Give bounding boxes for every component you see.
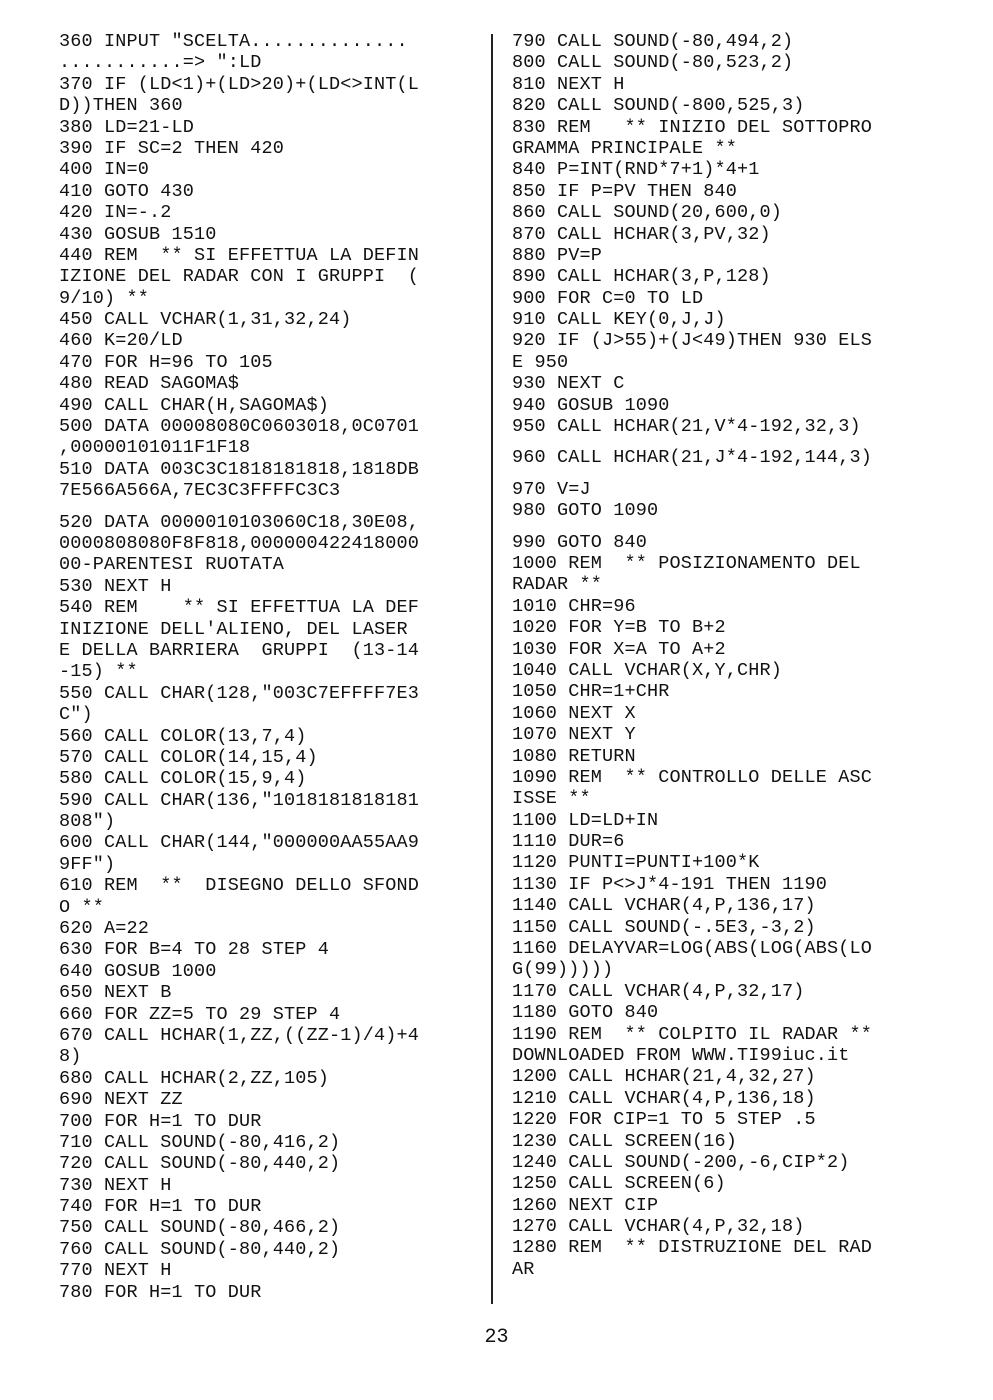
code-line: 580 CALL COLOR(15,9,4) (59, 768, 307, 790)
code-line: 690 NEXT ZZ (59, 1089, 183, 1111)
code-line: 790 CALL SOUND(-80,494,2) (512, 31, 794, 52)
code-line: 590 CALL CHAR(136,"1018181818181 (59, 789, 420, 811)
code-line: 650 NEXT B (59, 982, 172, 1004)
blank-line (512, 437, 942, 447)
code-line: 660 FOR ZZ=5 TO 29 STEP 4 (59, 1003, 341, 1025)
code-line: 910 CALL KEY(0,J,J) (512, 309, 726, 331)
code-line: 1070 NEXT Y (512, 724, 636, 746)
code-line: 730 NEXT H (59, 1174, 172, 1196)
code-line: 1040 CALL VCHAR(X,Y,CHR) (512, 659, 783, 681)
code-line: GRAMMA PRINCIPALE ** (512, 137, 738, 159)
code-line: 1000 REM ** POSIZIONAMENTO DEL (512, 552, 861, 574)
code-line: O ** (59, 896, 105, 918)
code-line: 890 CALL HCHAR(3,P,128) (512, 266, 771, 288)
code-line: 640 GOSUB 1000 (59, 960, 217, 982)
code-line: 8) (59, 1046, 82, 1068)
left-code-column (59, 31, 479, 1303)
code-line: 830 REM ** INIZIO DEL SOTTOPRO (512, 116, 873, 138)
code-line: 1220 FOR CIP=1 TO 5 STEP .5 (512, 1109, 816, 1131)
code-line: 1160 DELAYVAR=LOG(ABS(LOG(ABS(LO (512, 938, 873, 960)
code-line: E DELLA BARRIERA GRUPPI (13-14 (59, 639, 420, 661)
code-line: 1120 PUNTI=PUNTI+100*K (512, 852, 760, 874)
code-line: 520 DATA 0000010103060C18,30E08, (59, 511, 420, 533)
code-line: 400 IN=0 (59, 159, 150, 181)
code-line: 670 CALL HCHAR(1,ZZ,((ZZ-1)/4)+4 (59, 1024, 420, 1046)
code-line: 880 PV=P (512, 244, 603, 266)
code-line: 840 P=INT(RND*7+1)*4+1 (512, 159, 760, 181)
code-line: ISSE ** (512, 788, 591, 810)
code-line: AR (512, 1258, 535, 1280)
code-line: 960 CALL HCHAR(21,J*4-192,144,3) (512, 447, 873, 469)
code-line: 950 CALL HCHAR(21,V*4-192,32,3) (512, 416, 861, 438)
code-line: 1050 CHR=1+CHR (512, 681, 670, 703)
code-line: 1090 REM ** CONTROLLO DELLE ASC (512, 766, 873, 788)
code-line: IZIONE DEL RADAR CON I GRUPPI ( (59, 266, 420, 288)
code-line: 1240 CALL SOUND(-200,-6,CIP*2) (512, 1151, 850, 1173)
code-line: 940 GOSUB 1090 (512, 394, 670, 416)
code-line: 9/10) ** (59, 287, 150, 309)
code-line: 1230 CALL SCREEN(16) (512, 1130, 738, 1152)
code-line: 860 CALL SOUND(20,600,0) (512, 202, 783, 224)
code-line: 1100 LD=LD+IN (512, 809, 659, 831)
code-line: 1020 FOR Y=B TO B+2 (512, 617, 726, 639)
code-line: 370 IF (LD<1)+(LD>20)+(LD<>INT(L (59, 73, 420, 95)
code-line: 1150 CALL SOUND(-.5E3,-3,2) (512, 916, 816, 938)
code-line: 7E566A566A,7EC3C3FFFFC3C3 (59, 480, 341, 502)
code-line: 808") (59, 811, 116, 833)
code-line: 1130 IF P<>J*4-191 THEN 1190 (512, 873, 828, 895)
code-line: 920 IF (J>55)+(J<49)THEN 930 ELS (512, 330, 873, 352)
code-line: 450 CALL VCHAR(1,31,32,24) (59, 309, 352, 331)
code-line: ...........=> ":LD (59, 52, 262, 74)
code-line: RADAR ** (512, 574, 603, 596)
code-line: E 950 (512, 351, 569, 373)
code-line: INIZIONE DELL'ALIENO, DEL LASER (59, 618, 408, 640)
code-line: 970 V=J (512, 478, 591, 500)
code-line: 1190 REM ** COLPITO IL RADAR ** (512, 1023, 873, 1045)
code-line: 600 CALL CHAR(144,"000000AA55AA9 (59, 832, 420, 854)
code-line: 9FF") (59, 853, 116, 875)
code-line: 980 GOTO 1090 (512, 500, 659, 522)
blank-line (59, 502, 479, 512)
code-line: 460 K=20/LD (59, 330, 183, 352)
code-line: 420 IN=-.2 (59, 202, 172, 224)
code-line: 740 FOR H=1 TO DUR (59, 1196, 262, 1218)
code-line: 470 FOR H=96 TO 105 (59, 351, 273, 373)
code-line: 870 CALL HCHAR(3,PV,32) (512, 223, 771, 245)
code-line: 990 GOTO 840 (512, 531, 648, 553)
code-line: 530 NEXT H (59, 575, 172, 597)
code-line: 390 IF SC=2 THEN 420 (59, 137, 285, 159)
code-line: -15) ** (59, 661, 138, 683)
code-line: 1030 FOR X=A TO A+2 (512, 638, 726, 660)
code-line: 480 READ SAGOMA$ (59, 373, 240, 395)
code-line: D))THEN 360 (59, 95, 183, 117)
code-line: 570 CALL COLOR(14,15,4) (59, 746, 318, 768)
code-line: 1280 REM ** DISTRUZIONE DEL RAD (512, 1237, 873, 1259)
code-line: 540 REM ** SI EFFETTUA LA DEF (59, 597, 420, 619)
code-line: 00-PARENTESI RUOTATA (59, 554, 285, 576)
code-line: 720 CALL SOUND(-80,440,2) (59, 1153, 341, 1175)
code-line: 1200 CALL HCHAR(21,4,32,27) (512, 1066, 816, 1088)
code-line: 1060 NEXT X (512, 702, 636, 724)
code-line: 850 IF P=PV THEN 840 (512, 180, 738, 202)
code-line: 1110 DUR=6 (512, 831, 625, 853)
code-line: 430 GOSUB 1510 (59, 223, 217, 245)
code-line: 1080 RETURN (512, 745, 636, 767)
code-line: 1010 CHR=96 (512, 595, 636, 617)
code-line: 700 FOR H=1 TO DUR (59, 1110, 262, 1132)
code-line: DOWNLOADED FROM WWW.TI99iuc.it (512, 1044, 850, 1066)
code-line: 1260 NEXT CIP (512, 1194, 659, 1216)
blank-line (512, 469, 942, 479)
code-line: 930 NEXT C (512, 373, 625, 395)
code-line: 1180 GOTO 840 (512, 1002, 659, 1024)
code-line: 490 CALL CHAR(H,SAGOMA$) (59, 394, 330, 416)
column-divider (491, 34, 493, 1304)
code-line: 380 LD=21-LD (59, 116, 195, 138)
code-line: 0000808080F8F818,000000422418000 (59, 532, 420, 554)
code-line: G(99))))) (512, 959, 614, 981)
code-line: 1250 CALL SCREEN(6) (512, 1173, 726, 1195)
code-line: 360 INPUT "SCELTA.............. (59, 31, 408, 52)
code-line: 770 NEXT H (59, 1260, 172, 1282)
code-line: ,00000101011F1F18 (59, 437, 251, 459)
code-line: C") (59, 704, 93, 726)
code-line: 630 FOR B=4 TO 28 STEP 4 (59, 939, 330, 961)
blank-line (512, 522, 942, 532)
page-number: 23 (484, 1326, 509, 1349)
code-line: 820 CALL SOUND(-800,525,3) (512, 95, 805, 117)
code-line: 1140 CALL VCHAR(4,P,136,17) (512, 895, 816, 917)
code-line: 900 FOR C=0 TO LD (512, 287, 704, 309)
code-line: 510 DATA 003C3C1818181818,1818DB (59, 458, 420, 480)
code-line: 610 REM ** DISEGNO DELLO SFOND (59, 875, 420, 897)
code-line: 1210 CALL VCHAR(4,P,136,18) (512, 1087, 816, 1109)
code-line: 440 REM ** SI EFFETTUA LA DEFIN (59, 244, 420, 266)
code-line: 550 CALL CHAR(128,"003C7EFFFF7E3 (59, 682, 420, 704)
code-line: 410 GOTO 430 (59, 180, 195, 202)
code-line: 810 NEXT H (512, 73, 625, 95)
code-line: 750 CALL SOUND(-80,466,2) (59, 1217, 341, 1239)
code-line: 1270 CALL VCHAR(4,P,32,18) (512, 1216, 805, 1238)
code-line: 680 CALL HCHAR(2,ZZ,105) (59, 1067, 330, 1089)
code-line: 800 CALL SOUND(-80,523,2) (512, 52, 794, 74)
code-line: 1170 CALL VCHAR(4,P,32,17) (512, 980, 805, 1002)
code-line: 620 A=22 (59, 918, 150, 940)
code-line: 560 CALL COLOR(13,7,4) (59, 725, 307, 747)
right-code-column (512, 31, 942, 1280)
code-line: 780 FOR H=1 TO DUR (59, 1281, 262, 1303)
code-line: 760 CALL SOUND(-80,440,2) (59, 1238, 341, 1260)
code-line: 710 CALL SOUND(-80,416,2) (59, 1131, 341, 1153)
code-line: 500 DATA 00008080C0603018,0C0701 (59, 416, 420, 438)
